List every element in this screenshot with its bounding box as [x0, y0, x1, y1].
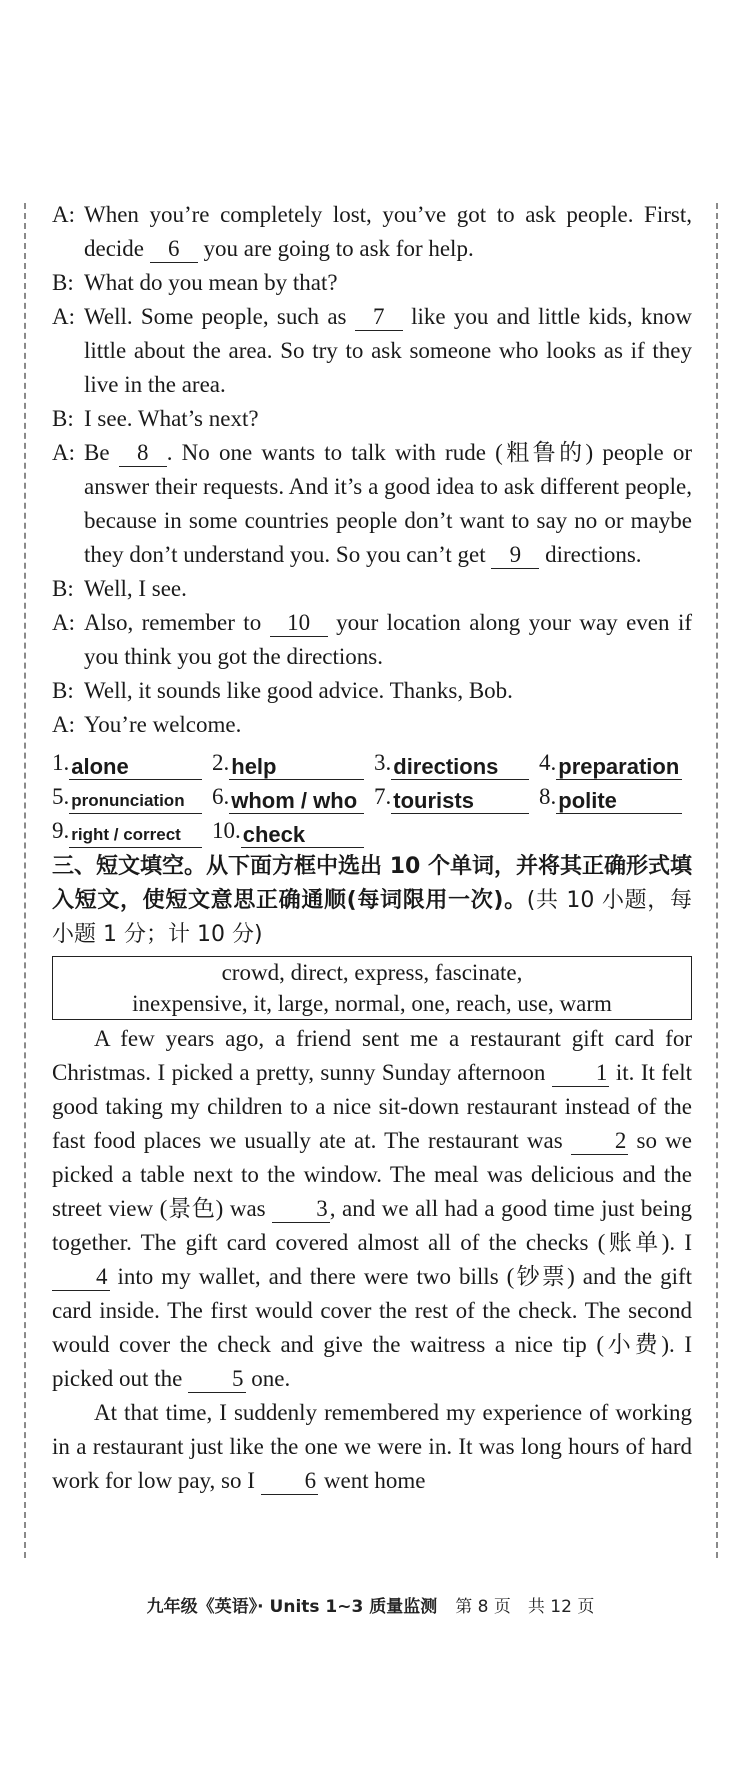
blank-7: 7 — [355, 304, 403, 331]
answer-word: polite — [556, 789, 682, 814]
answer-word: preparation — [556, 755, 682, 780]
passage-text: one. — [251, 1366, 291, 1391]
dialogue-turn — [52, 198, 692, 266]
dialogue-turn — [52, 300, 692, 402]
blank-1: 1 — [552, 1060, 610, 1087]
passage — [52, 1022, 692, 1498]
answer-word: tourists — [391, 789, 529, 814]
speaker: A: — [52, 304, 75, 329]
dialogue-turn — [52, 436, 692, 572]
passage-text: it. It felt good taking my children to a nice sit-down restaurant instead of the fast food places we usually ate at. The restaurant was — [52, 1060, 693, 1153]
answer-number: 5. — [52, 784, 70, 809]
dialogue-text: When you’re completely lost, you’ve got to ask people. First, decide — [84, 202, 692, 261]
blank-6: 6 — [261, 1468, 319, 1495]
dialogue-text: like you and little kids, know little about the area. So try to ask someone who looks as if they live in the area. — [84, 304, 693, 397]
word-bank-line: inexpensive, it, large, normal, one, reach, use, warm — [132, 991, 612, 1016]
passage-text: A few years ago, a friend sent me a restaurant gift card for Christmas. I picked a pretty, sunny Sunday afternoon — [52, 1026, 692, 1085]
passage-text: so we picked a table next to the window. The meal was delicious and the street view (景色) was — [52, 1128, 692, 1221]
dialogue-turn — [52, 708, 692, 742]
word-bank-line: crowd, direct, express, fascinate, — [221, 960, 523, 985]
speaker: B: — [52, 678, 74, 703]
section-heading — [52, 850, 692, 952]
answer-item — [374, 746, 539, 780]
answer-item — [52, 780, 212, 814]
dialogue-text: Also, remember to — [84, 610, 262, 635]
answer-number: 2. — [212, 750, 230, 775]
word-bank-box — [52, 956, 692, 1020]
dialogue-text: Well. Some people, such as — [84, 304, 347, 329]
dialogue-text: You’re welcome. — [84, 712, 242, 737]
speaker: A: — [52, 202, 75, 227]
answer-grid — [52, 746, 692, 848]
blank-6: 6 — [150, 236, 198, 263]
answer-item — [539, 780, 692, 814]
dialogue-text: . No one wants to talk with rude (粗鲁的) people or answer their requests. And it’s a good idea to ask different people, because in some countries people don’t want to say no or maybe they don’t understand you. So you can’t get — [84, 440, 692, 567]
answer-number: 4. — [539, 750, 557, 775]
answer-word: right / correct — [69, 823, 202, 848]
answer-number: 6. — [212, 784, 230, 809]
speaker: A: — [52, 440, 75, 465]
speaker: B: — [52, 576, 74, 601]
speaker: B: — [52, 270, 74, 295]
speaker: B: — [52, 406, 74, 431]
answer-item — [52, 814, 212, 848]
answer-word: pronunciation — [69, 789, 202, 814]
page-footer — [0, 1592, 741, 1617]
blank-10: 10 — [270, 610, 328, 637]
answer-number: 8. — [539, 784, 557, 809]
answer-word: directions — [391, 755, 529, 780]
passage-text: At that time, I suddenly remembered my experience of working in a restaurant just like the one we were in. It was long hours of hard work for low pay, so I — [52, 1400, 692, 1493]
answer-number: 7. — [374, 784, 392, 809]
answer-word: check — [241, 823, 364, 848]
binding-dashed-line-left — [24, 203, 26, 1558]
answer-word: alone — [69, 755, 202, 780]
section-instruction: 三、短文填空。从下面方框中选出 10 个单词，并将其正确形式填入短文，使短文意思正确通顺(每词限用一次)。 — [52, 854, 692, 913]
passage-paragraph — [52, 1022, 692, 1396]
section-score: (共 10 小题，每小题 1 分；计 10 分) — [52, 888, 692, 947]
dialogue-text: directions. — [545, 542, 642, 567]
dialogue-text: you are going to ask for help. — [203, 236, 474, 261]
blank-2: 2 — [571, 1128, 629, 1155]
answer-item — [212, 814, 374, 848]
dialogue-turn — [52, 266, 692, 300]
footer-title: 九年级《英语》· Units 1~3 质量监测 — [146, 1597, 438, 1617]
passage-text: , and we all had a good time just being together. The gift card covered almost all of the checks (账单). I — [52, 1196, 692, 1255]
blank-5: 5 — [188, 1366, 246, 1393]
dialogue-text: Well, I see. — [84, 576, 187, 601]
answer-item — [212, 746, 374, 780]
answer-word: whom / who — [229, 789, 364, 814]
blank-9: 9 — [491, 542, 539, 569]
passage-paragraph — [52, 1396, 692, 1498]
dialogue-turn — [52, 572, 692, 606]
answer-item — [539, 746, 692, 780]
dialogue-turn — [52, 674, 692, 708]
answer-number: 10. — [212, 818, 241, 843]
dialogue-text: What do you mean by that? — [84, 270, 338, 295]
dialogue-text: Be — [84, 440, 110, 465]
answer-item — [52, 746, 212, 780]
dialogue-text: I see. What’s next? — [84, 406, 259, 431]
dialogue-turn — [52, 606, 692, 674]
blank-4: 4 — [52, 1264, 110, 1291]
page-content — [52, 198, 692, 1498]
answer-item — [374, 780, 539, 814]
answer-number: 9. — [52, 818, 70, 843]
answer-number: 1. — [52, 750, 70, 775]
speaker: A: — [52, 610, 75, 635]
speaker: A: — [52, 712, 75, 737]
dialogue-turn — [52, 402, 692, 436]
passage-text: went home — [323, 1468, 426, 1493]
page-number: 第 8 页 共 12 页 — [455, 1597, 595, 1617]
blank-3: 3 — [272, 1196, 330, 1223]
answer-item — [212, 780, 374, 814]
binding-dashed-line-right — [716, 203, 718, 1558]
answer-word: help — [229, 755, 364, 780]
answer-number: 3. — [374, 750, 392, 775]
dialogue-text: Well, it sounds like good advice. Thanks, Bob. — [84, 678, 513, 703]
passage-text: into my wallet, and there were two bills (钞票) and the gift card inside. The first would cover the rest of the check. The second would cover the check and give the waitress a nice tip (小费). I picked out the — [52, 1264, 693, 1391]
blank-8: 8 — [119, 440, 167, 467]
dialogue-text: your location along your way even if you think you got the directions. — [84, 610, 692, 669]
